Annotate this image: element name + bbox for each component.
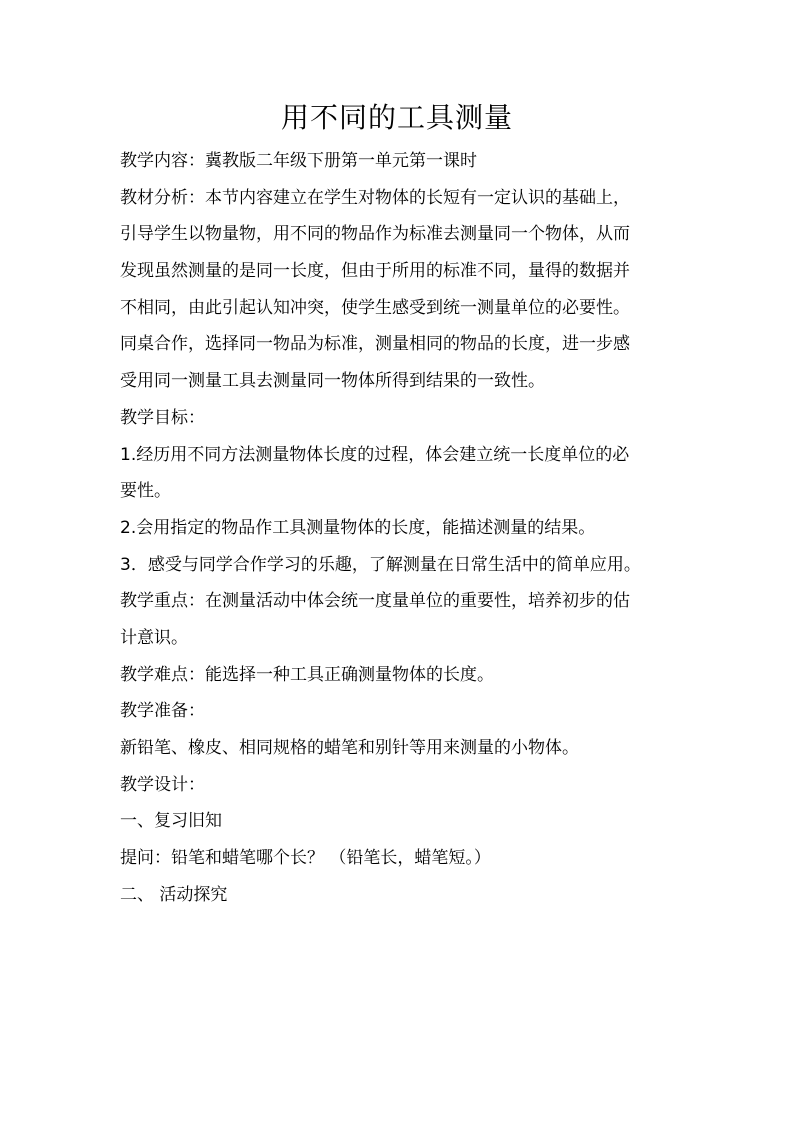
text-line: 2.会用指定的物品作工具测量物体的长度，能描述测量的结果。 bbox=[120, 517, 596, 538]
text-line: 引导学生以物量物，用不同的物品作为标准去测量同一个物体，从而 bbox=[120, 224, 630, 245]
text-line: 教材分析：本节内容建立在学生对物体的长短有一定认识的基础上， bbox=[120, 187, 630, 208]
document-body bbox=[120, 143, 690, 913]
text-line: 不相同，由此引起认知冲突，使学生感受到统一测量单位的必要性。 bbox=[120, 297, 630, 318]
text-line: 新铅笔、橡皮、相同规格的蜡笔和别针等用来测量的小物体。 bbox=[120, 738, 579, 758]
text-line: 计意识。 bbox=[120, 627, 188, 648]
text-line: 教学重点：在测量活动中体会统一度量单位的重要性，培养初步的估 bbox=[120, 591, 630, 612]
text-line: 3．感受与同学合作学习的乐趣，了解测量在日常生活中的简单应用。 bbox=[120, 554, 641, 575]
text-line: 教学难点：能选择一种工具正确测量物体的长度。 bbox=[120, 664, 494, 685]
text-line: 受用同一测量工具去测量同一物体所得到结果的一致性。 bbox=[120, 371, 545, 392]
text-line: 同桌合作，选择同一物品为标准，测量相同的物品的长度，进一步感 bbox=[120, 334, 630, 355]
section-heading: 一、复习旧知 bbox=[120, 811, 222, 832]
text-line: 要性。 bbox=[120, 481, 171, 502]
document-title: 用不同的工具测量 bbox=[280, 101, 513, 134]
text-line: 发现虽然测量的是同一长度，但由于所用的标准不同，量得的数据并 bbox=[120, 261, 630, 282]
text-line: 教学内容：冀教版二年级下册第一单元第一课时 bbox=[120, 151, 477, 171]
text-line: 1.经历用不同方法测量物体长度的过程，体会建立统一长度单位的必 bbox=[120, 444, 630, 465]
text-line: 提问：铅笔和蜡笔哪个长？ （铅笔长，蜡笔短。） bbox=[120, 848, 491, 869]
section-heading: 教学目标： bbox=[120, 407, 205, 428]
section-heading: 教学设计： bbox=[120, 774, 205, 795]
section-heading: 二、 活动探究 bbox=[120, 884, 228, 905]
section-heading: 教学准备： bbox=[120, 701, 205, 722]
